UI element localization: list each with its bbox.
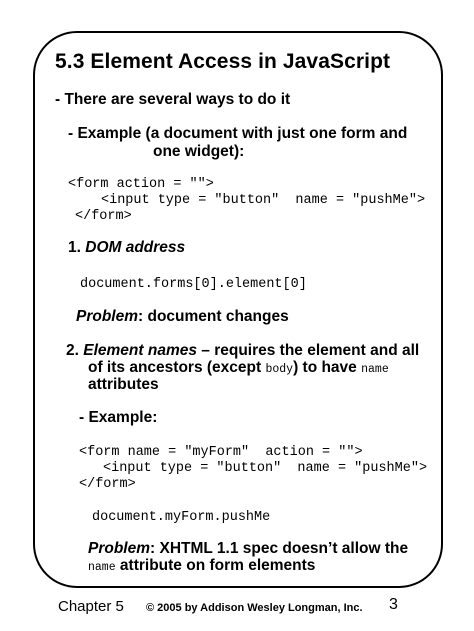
item2-number: 2. [66, 342, 79, 359]
item2-problem-line2 [88, 557, 315, 575]
item2-heading-line2 [88, 359, 389, 377]
item1-problem [76, 308, 289, 326]
example-intro-line2: one widget): [153, 143, 245, 160]
item2-line1-rest: – requires the element and all [196, 342, 420, 359]
footer-copyright: © 2005 by Addison Wesley Longman, Inc. [146, 602, 363, 614]
item2-heading-line1 [66, 342, 419, 360]
item2-problem-text: : XHTML 1.1 spec doesn’t allow the [150, 540, 409, 557]
code2-line3: </form> [79, 477, 136, 492]
item1-problem-label: Problem [76, 308, 139, 325]
example-intro-line1: - Example (a document with just one form and [68, 125, 408, 142]
slide-title: 5.3 Element Access in JavaScript [55, 50, 391, 73]
code1-line3: </form> [75, 209, 132, 224]
item2-problem-code-name: name [88, 561, 116, 574]
code1-line1: <form action = ""> [68, 177, 214, 192]
item2-line2-mid: ) to have [293, 359, 362, 376]
item2-problem-label: Problem [88, 540, 151, 557]
intro-bullet: - There are several ways to do it [55, 91, 291, 108]
item2-heading-line3: attributes [88, 376, 159, 393]
item2-line2-pre: of its ancestors (except [88, 359, 266, 376]
code2-line2: <input type = "button" name = "pushMe"> [103, 461, 428, 476]
item1-problem-text: : document changes [138, 308, 289, 325]
item2-code-body: body [265, 363, 294, 376]
item1-code: document.forms[0].element[0] [80, 277, 307, 292]
item2-problem-line2-text: attribute on form elements [115, 557, 316, 574]
item2-code-name: name [361, 363, 389, 376]
item1-title: DOM address [85, 239, 186, 256]
item1-number: 1. [68, 239, 81, 256]
item2-problem-line1 [88, 540, 408, 558]
page-number: 3 [389, 596, 398, 613]
code2-line1: <form name = "myForm" action = ""> [79, 445, 363, 460]
item2-title: Element names [83, 342, 197, 359]
item2-example-label: - Example: [79, 409, 158, 426]
code1-line2: <input type = "button" name = "pushMe"> [101, 193, 426, 208]
item2-access-code: document.myForm.pushMe [92, 510, 271, 525]
item1-heading [68, 239, 185, 257]
footer-chapter: Chapter 5 [58, 598, 124, 615]
